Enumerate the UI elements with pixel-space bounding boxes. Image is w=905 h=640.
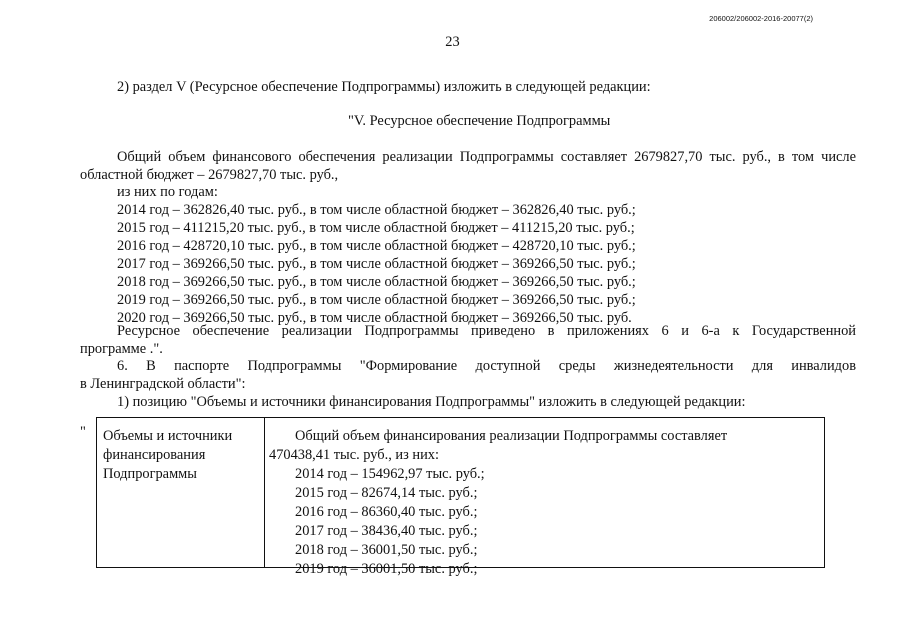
year-line: 2017 год – 369266,50 тыс. руб., в том числе областной бюджет – 369266,50 тыс. руб.; (117, 256, 636, 272)
item6-line-1: 6. В паспорте Подпрограммы "Формирование доступной среды жизнедеятельности для инвалидов (117, 358, 856, 374)
year-line: 2020 год – 369266,50 тыс. руб., в том числе областной бюджет – 369266,50 тыс. руб. (117, 310, 632, 326)
table-value-cell (269, 427, 819, 579)
table-year-line: 2017 год – 38436,40 тыс. руб.; (295, 523, 478, 539)
resource-line-1: Ресурсное обеспечение реализации Подпрограммы приведено в приложениях 6 и 6-а к Государственной (117, 323, 856, 339)
item2-intro: 2) раздел V (Ресурсное обеспечение Подпрограммы) изложить в следующей редакции: (117, 79, 651, 95)
item6-sub1: 1) позицию "Объемы и источники финансирования Подпрограммы" изложить в следующей редакции: (117, 394, 746, 410)
by-years-label: из них по годам: (117, 184, 218, 200)
year-line: 2018 год – 369266,50 тыс. руб., в том числе областной бюджет – 369266,50 тыс. руб.; (117, 274, 636, 290)
open-quote: " (80, 424, 86, 440)
table-value-line-2: 470438,41 тыс. руб., из них: (269, 447, 440, 463)
year-line: 2014 год – 362826,40 тыс. руб., в том числе областной бюджет – 362826,40 тыс. руб.; (117, 202, 636, 218)
table-year-line: 2018 год – 36001,50 тыс. руб.; (295, 542, 478, 558)
resource-line-2: программе .". (80, 341, 163, 357)
table-year-line: 2014 год – 154962,97 тыс. руб.; (295, 466, 485, 482)
table-year-line: 2015 год – 82674,14 тыс. руб.; (295, 485, 478, 501)
section-title: "V. Ресурсное обеспечение Подпрограммы (348, 113, 611, 129)
table-label-line: финансирования (103, 447, 206, 463)
table-label-line: Подпрограммы (103, 466, 197, 482)
table-value-line-1: Общий объем финансирования реализации Подпрограммы составляет (295, 428, 728, 444)
total-line-2: областной бюджет – 2679827,70 тыс. руб., (80, 167, 339, 183)
table-label-cell (103, 427, 232, 484)
table-label-line: Объемы и источники (103, 428, 233, 444)
table-divider (264, 418, 265, 567)
document-id: 206002/206002-2016-20077(2) (709, 14, 813, 23)
year-line: 2019 год – 369266,50 тыс. руб., в том числе областной бюджет – 369266,50 тыс. руб.; (117, 292, 636, 308)
year-line: 2016 год – 428720,10 тыс. руб., в том числе областной бюджет – 428720,10 тыс. руб.; (117, 238, 636, 254)
table-year-line: 2019 год – 36001,50 тыс. руб.; (295, 561, 478, 577)
total-line-1: Общий объем финансового обеспечения реализации Подпрограммы составляет 2679827,70 тыс. руб., в том числе (117, 149, 856, 165)
page-number: 23 (445, 34, 460, 50)
year-line: 2015 год – 411215,20 тыс. руб., в том числе областной бюджет – 411215,20 тыс. руб.; (117, 220, 635, 236)
table-year-line: 2016 год – 86360,40 тыс. руб.; (295, 504, 478, 520)
item6-line-2: в Ленинградской области": (80, 376, 246, 392)
funding-table (96, 417, 825, 577)
